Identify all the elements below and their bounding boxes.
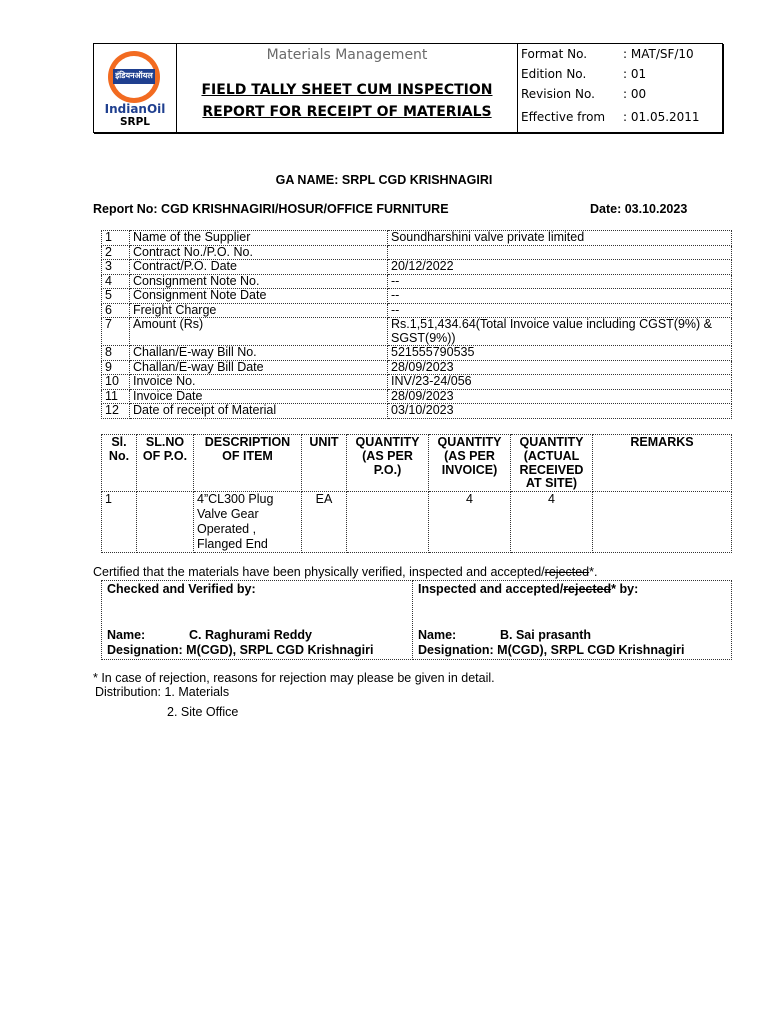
- detail-label: Invoice Date: [130, 389, 388, 404]
- checked-by-designation: Designation: M(CGD), SRPL CGD Krishnagiri: [107, 643, 374, 657]
- details-table: [101, 230, 732, 419]
- document-header: [93, 43, 723, 133]
- inspected-by-cell: [413, 581, 732, 660]
- inspected-by-heading: Inspected and accepted/rejected* by:: [418, 582, 639, 596]
- detail-no: 2: [102, 245, 130, 260]
- cell-po-sl: [137, 492, 194, 553]
- detail-label: Contract No./P.O. No.: [130, 245, 388, 260]
- detail-value: --: [388, 303, 732, 318]
- table-row: [102, 492, 732, 553]
- detail-value: [388, 245, 732, 260]
- detail-row: [102, 346, 732, 361]
- detail-no: 1: [102, 231, 130, 246]
- detail-row: [102, 318, 732, 346]
- detail-no: 5: [102, 289, 130, 304]
- detail-value: Rs.1,51,434.64(Total Invoice value including CGST(9%) & SGST(9%)): [388, 318, 732, 346]
- rejection-note: * In case of rejection, reasons for rejection may please be given in detail.: [93, 671, 495, 685]
- detail-value: 28/09/2023: [388, 389, 732, 404]
- detail-row: [102, 274, 732, 289]
- col-header-remarks: REMARKS: [593, 435, 732, 492]
- detail-value: Soundharshini valve private limited: [388, 231, 732, 246]
- detail-value: 03/10/2023: [388, 404, 732, 419]
- detail-row: [102, 360, 732, 375]
- report-date: Date: 03.10.2023: [590, 202, 688, 216]
- items-table: [101, 434, 732, 553]
- detail-no: 9: [102, 360, 130, 375]
- detail-no: 7: [102, 318, 130, 346]
- detail-label: Name of the Supplier: [130, 231, 388, 246]
- detail-value: --: [388, 289, 732, 304]
- col-header-qty-po: QUANTITY (AS PER P.O.): [347, 435, 429, 492]
- distribution-item-2: 2. Site Office: [167, 705, 239, 719]
- detail-label: Consignment Note Date: [130, 289, 388, 304]
- detail-value: --: [388, 274, 732, 289]
- inspected-by-designation: Designation: M(CGD), SRPL CGD Krishnagiri: [418, 643, 685, 657]
- logo-sub: SRPL: [119, 116, 151, 128]
- logo-name: IndianOil: [104, 102, 166, 116]
- format-meta: [518, 44, 722, 132]
- form-title: FIELD TALLY SHEET CUM INSPECTION REPORT FOR RECEIPT OF MATERIALS: [201, 82, 493, 120]
- detail-row: [102, 404, 732, 419]
- detail-value: 20/12/2022: [388, 260, 732, 275]
- detail-row: [102, 389, 732, 404]
- inspected-by-name: Name: B. Sai prasanth: [418, 628, 591, 642]
- distribution-list: Distribution: 1. Materials: [95, 685, 230, 699]
- cell-qty-site: 4: [511, 492, 593, 553]
- detail-value: 28/09/2023: [388, 360, 732, 375]
- col-header-description: DESCRIPTION OF ITEM: [194, 435, 302, 492]
- logo-script: इंडियनऑयल: [115, 71, 153, 80]
- logo-cell: [94, 44, 177, 132]
- meta-format-no: Format No. : MAT/SF/10: [521, 47, 694, 61]
- detail-label: Amount (Rs): [130, 318, 388, 346]
- detail-label: Consignment Note No.: [130, 274, 388, 289]
- meta-edition-no: Edition No. : 01: [521, 67, 647, 81]
- cell-description: 4”CL300 Plug Valve Gear Operated , Flanged End: [194, 492, 302, 553]
- detail-no: 12: [102, 404, 130, 419]
- col-header-qty-site: QUANTITY (ACTUAL RECEIVED AT SITE): [511, 435, 593, 492]
- detail-row: [102, 260, 732, 275]
- meta-revision-no: Revision No. : 00: [521, 87, 647, 101]
- detail-no: 4: [102, 274, 130, 289]
- checked-by-heading: Checked and Verified by:: [107, 582, 256, 596]
- col-header-po-sl: SL.NO OF P.O.: [137, 435, 194, 492]
- detail-label: Challan/E-way Bill No.: [130, 346, 388, 361]
- detail-value: 521555790535: [388, 346, 732, 361]
- checked-by-name: Name: C. Raghurami Reddy: [107, 628, 312, 642]
- detail-row: [102, 289, 732, 304]
- detail-label: Contract/P.O. Date: [130, 260, 388, 275]
- cell-remarks: [593, 492, 732, 553]
- detail-row: [102, 245, 732, 260]
- detail-label: Invoice No.: [130, 375, 388, 390]
- col-header-qty-invoice: QUANTITY (AS PER INVOICE): [429, 435, 511, 492]
- title-cell: [177, 44, 518, 132]
- detail-row: [102, 231, 732, 246]
- detail-no: 6: [102, 303, 130, 318]
- detail-label: Date of receipt of Material: [130, 404, 388, 419]
- signature-table: [101, 580, 732, 660]
- ga-name: GA NAME: SRPL CGD KRISHNAGIRI: [275, 173, 493, 187]
- indianoil-logo: [108, 51, 160, 103]
- cell-qty-po: [347, 492, 429, 553]
- detail-row: [102, 375, 732, 390]
- col-header-unit: UNIT: [302, 435, 347, 492]
- cell-sl: 1: [102, 492, 137, 553]
- detail-no: 8: [102, 346, 130, 361]
- detail-no: 3: [102, 260, 130, 275]
- detail-no: 11: [102, 389, 130, 404]
- checked-by-cell: [102, 581, 413, 660]
- detail-no: 10: [102, 375, 130, 390]
- col-header-sl: Sl. No.: [102, 435, 137, 492]
- cell-qty-invoice: 4: [429, 492, 511, 553]
- items-header-row: [102, 435, 732, 492]
- meta-effective-from: Effective from : 01.05.2011: [521, 110, 700, 124]
- certification-statement: Certified that the materials have been physically verified, inspected and accepted/rejected*.: [93, 565, 598, 579]
- cell-unit: EA: [302, 492, 347, 553]
- detail-row: [102, 303, 732, 318]
- detail-label: Freight Charge: [130, 303, 388, 318]
- detail-value: INV/23-24/056: [388, 375, 732, 390]
- detail-label: Challan/E-way Bill Date: [130, 360, 388, 375]
- report-number: Report No: CGD KRISHNAGIRI/HOSUR/OFFICE FURNITURE: [93, 202, 449, 216]
- department-label: Materials Management: [266, 47, 428, 63]
